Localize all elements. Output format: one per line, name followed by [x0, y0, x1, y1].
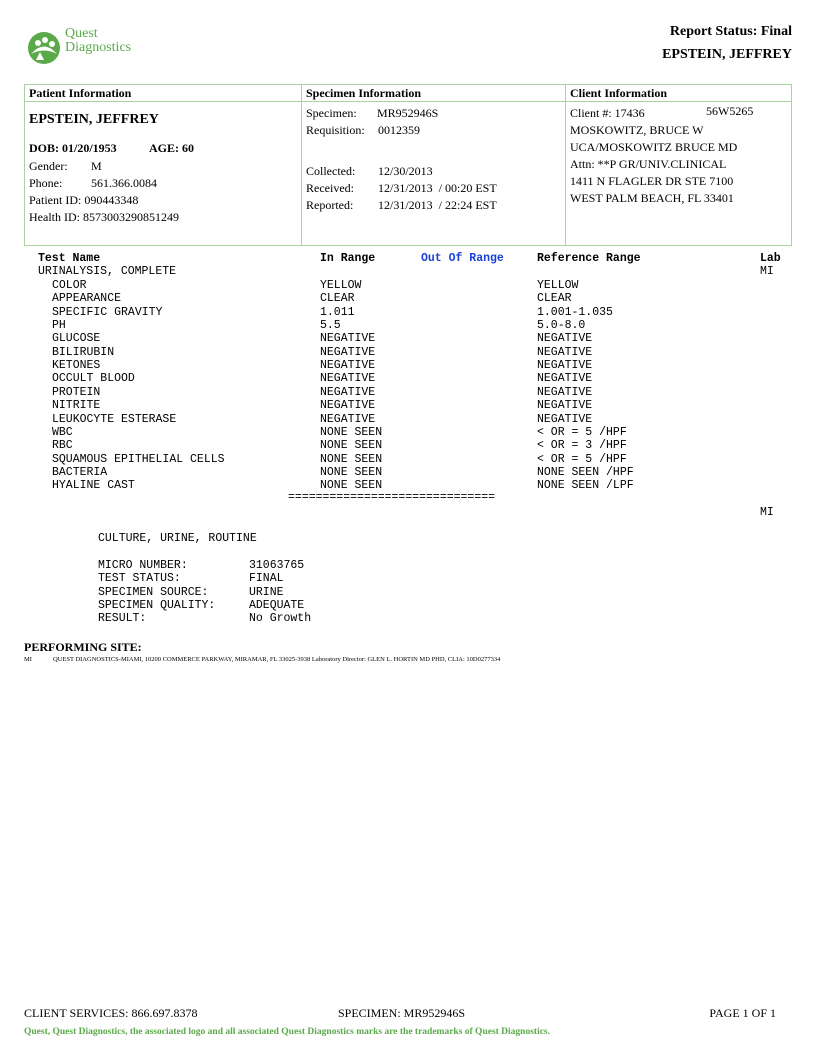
result-test-name: RBC	[52, 439, 73, 453]
patient-info-section	[25, 85, 301, 245]
specimen-info-section	[301, 85, 565, 245]
result-reference-range: < OR = 5 /HPF	[537, 425, 627, 439]
quest-logo	[24, 27, 144, 69]
logo-wordmark	[65, 27, 131, 55]
client-services: CLIENT SERVICES: 866.697.8378	[24, 1006, 198, 1020]
result-test-name: KETONES	[52, 359, 101, 373]
client-line: Attn: **P GR/UNIV.CLINICAL	[570, 157, 727, 171]
culture-lab: MI	[760, 506, 774, 519]
reported-label: Reported:	[306, 198, 354, 212]
quest-logo-icon	[24, 27, 64, 67]
reported-value: 12/31/2013 / 22:24 EST	[378, 198, 497, 212]
culture-field-value: 31063765	[249, 559, 305, 572]
client-info-section	[565, 85, 791, 245]
result-reference-range: < OR = 3 /HPF	[537, 439, 627, 453]
patient-id: Patient ID: 090443348	[29, 193, 139, 207]
requisition-label: Requisition:	[306, 123, 365, 137]
phone-label: Phone:	[29, 176, 63, 190]
result-reference-range: NEGATIVE	[537, 332, 593, 346]
performing-site-text: QUEST DIAGNOSTICS-MIAMI, 10200 COMMERCE PARKWAY, MIRAMAR, FL 33025-3938 Laboratory Director: GLEN L. HORTIN MD PHD, CLIA: 10D0277334	[53, 656, 501, 663]
culture-field-value: No Growth	[249, 612, 312, 626]
panel-lab: MI	[760, 265, 774, 278]
health-id: Health ID: 8573003290851249	[29, 210, 179, 224]
col-header-out-of-range: Out Of Range	[421, 252, 504, 265]
culture-field-value: URINE	[249, 585, 284, 599]
result-value: NONE SEEN	[320, 439, 383, 453]
result-reference-range: NEGATIVE	[537, 399, 593, 413]
patient-dob: DOB: 01/20/1953	[29, 141, 117, 155]
performing-site-title: PERFORMING SITE:	[24, 640, 142, 654]
client-info-heading: Client Information	[566, 85, 791, 102]
culture-field-label: TEST STATUS:	[98, 572, 181, 586]
patient-age: AGE: 60	[149, 141, 194, 155]
result-test-name: SQUAMOUS EPITHELIAL CELLS	[52, 452, 225, 466]
col-header-test: Test Name	[38, 252, 101, 265]
result-test-name: LEUKOCYTE ESTERASE	[52, 412, 177, 426]
collected-value: 12/30/2013	[378, 164, 433, 178]
result-reference-range: CLEAR	[537, 292, 572, 306]
culture-field-label: RESULT:	[98, 612, 147, 626]
result-test-name: PH	[52, 319, 66, 333]
result-value: NONE SEEN	[320, 452, 383, 466]
client-code: 56W5265	[706, 104, 754, 118]
result-test-name: PROTEIN	[52, 385, 101, 399]
result-value: YELLOW	[320, 279, 362, 292]
result-test-name: HYALINE CAST	[52, 479, 135, 493]
col-header-reference: Reference Range	[537, 252, 641, 265]
result-value: NONE SEEN	[320, 425, 383, 439]
result-test-name: BACTERIA	[52, 465, 108, 479]
specimen-label: Specimen:	[306, 106, 357, 120]
received-label: Received:	[306, 181, 354, 195]
performing-site-code: MI	[24, 656, 32, 663]
result-test-name: BILIRUBIN	[52, 345, 115, 359]
client-line: MOSKOWITZ, BRUCE W	[570, 123, 704, 137]
result-reference-range: NONE SEEN /LPF	[537, 479, 634, 493]
col-header-lab: Lab	[760, 252, 781, 265]
result-value: 5.5	[320, 319, 341, 333]
result-test-name: SPECIFIC GRAVITY	[52, 305, 163, 319]
result-value: NONE SEEN	[320, 465, 383, 479]
result-reference-range: NEGATIVE	[537, 385, 593, 399]
report-status: Report Status: Final	[669, 24, 792, 39]
col-header-in-range: In Range	[320, 252, 376, 265]
client-line: 1411 N FLAGLER DR STE 7100	[570, 174, 734, 188]
result-value: NEGATIVE	[320, 399, 376, 413]
header-patient-name: EPSTEIN, JEFFREY	[662, 47, 792, 62]
result-value: NEGATIVE	[320, 345, 376, 359]
footer-specimen: SPECIMEN: MR952946S	[338, 1006, 466, 1020]
trademark-notice: Quest, Quest Diagnostics, the associated logo and all associated Quest Diagnostics marks are the trademarks of Quest Diagnostics.	[24, 1027, 551, 1037]
culture-field-label: SPECIMEN QUALITY:	[98, 598, 216, 612]
info-panel	[24, 84, 792, 246]
result-reference-range: YELLOW	[537, 279, 579, 292]
client-number: Client #: 17436	[570, 106, 645, 120]
specimen-info-heading: Specimen Information	[302, 85, 565, 102]
culture-field-value: ADEQUATE	[249, 598, 305, 612]
requisition-value: 0012359	[378, 123, 420, 137]
collected-label: Collected:	[306, 164, 356, 178]
result-test-name: COLOR	[52, 279, 87, 292]
result-reference-range: 1.001-1.035	[537, 305, 613, 319]
client-line: UCA/MOSKOWITZ BRUCE MD	[570, 140, 738, 154]
result-reference-range: NEGATIVE	[537, 345, 593, 359]
culture-field-label: MICRO NUMBER:	[98, 559, 188, 572]
result-test-name: WBC	[52, 425, 73, 439]
phone-value: 561.366.0084	[91, 176, 157, 190]
result-reference-range: NEGATIVE	[537, 359, 593, 373]
page-number: PAGE 1 OF 1	[709, 1006, 776, 1020]
result-value: NEGATIVE	[320, 412, 376, 426]
client-line: WEST PALM BEACH, FL 33401	[570, 191, 734, 205]
result-value: NONE SEEN	[320, 479, 383, 493]
result-value: NEGATIVE	[320, 359, 376, 373]
result-reference-range: 5.0-8.0	[537, 319, 586, 333]
result-value: NEGATIVE	[320, 385, 376, 399]
result-reference-range: < OR = 5 /HPF	[537, 452, 627, 466]
culture-field-label: SPECIMEN SOURCE:	[98, 585, 209, 599]
culture-field-value: FINAL	[249, 572, 284, 586]
result-reference-range: NEGATIVE	[537, 372, 593, 386]
logo-line1: Quest	[65, 26, 98, 41]
culture-title: CULTURE, URINE, ROUTINE	[98, 532, 257, 545]
result-value: NEGATIVE	[320, 372, 376, 386]
result-value: CLEAR	[320, 292, 355, 306]
result-reference-range: NONE SEEN /HPF	[537, 465, 634, 479]
gender-value: M	[91, 159, 102, 173]
patient-info-heading: Patient Information	[25, 85, 301, 102]
logo-line2: Diagnostics	[65, 40, 132, 55]
result-reference-range: NEGATIVE	[537, 412, 593, 426]
performing-site-line	[24, 656, 501, 663]
results-separator: ==============================	[288, 491, 496, 504]
patient-name: EPSTEIN, JEFFREY	[29, 112, 159, 127]
gender-label: Gender:	[29, 159, 68, 173]
specimen-value: MR952946S	[377, 106, 439, 120]
result-value: NEGATIVE	[320, 332, 376, 346]
received-value: 12/31/2013 / 00:20 EST	[378, 181, 497, 195]
result-test-name: NITRITE	[52, 399, 101, 413]
result-test-name: APPEARANCE	[52, 292, 122, 306]
result-test-name: GLUCOSE	[52, 332, 101, 346]
result-value: 1.011	[320, 305, 355, 319]
result-test-name: OCCULT BLOOD	[52, 372, 135, 386]
panel-name: URINALYSIS, COMPLETE	[38, 265, 177, 278]
